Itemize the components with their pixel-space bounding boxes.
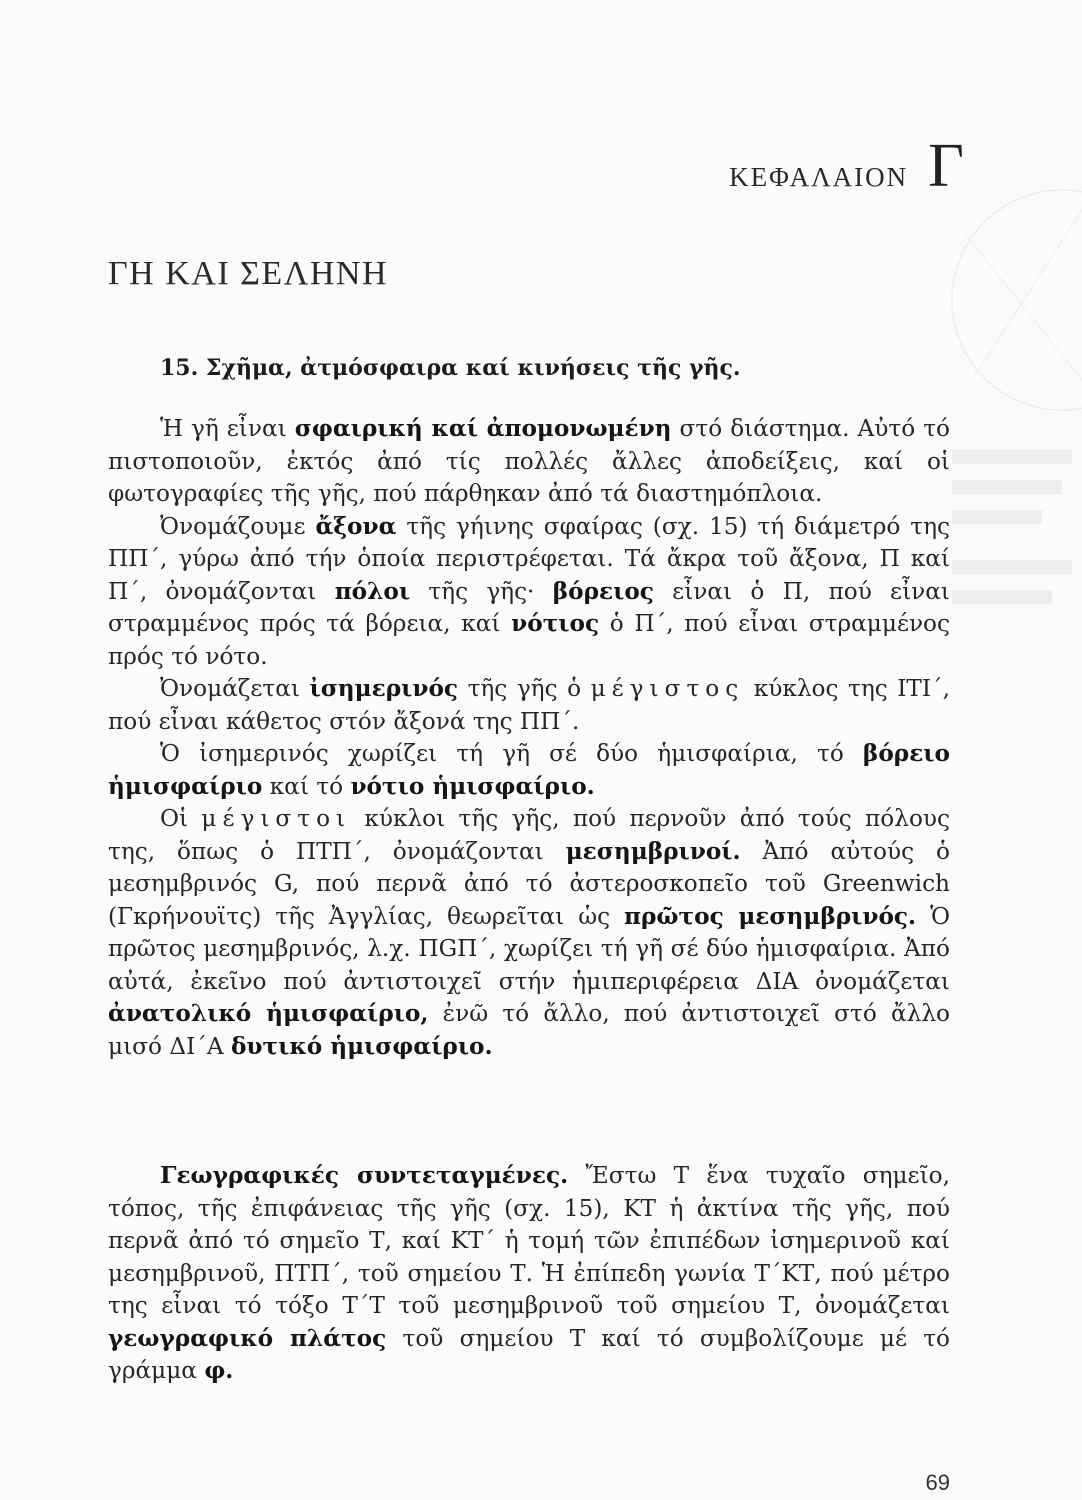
chapter-letter: Γ <box>928 132 964 200</box>
paragraph: Ὀνομάζουμε ἄξονα τῆς γήινης σφαίρας (σχ. 15) τή διάμετρό της ΠΠ΄, γύρω ἀπό τήν ὁποία περιστρέφεται. Τά ἄκρα τοῦ ἄξονα, Π καί Π΄, ὀνομάζονται πόλοι τῆς γῆς· βόρειος εἶναι ὁ Π, πού εἶναι στραμμένος πρός τά βόρεια, καί νότιος ὁ Π΄, πού εἶναι στραμμένος πρός τό νότο. <box>108 512 951 670</box>
chapter-header <box>729 132 964 200</box>
show-through-figure <box>942 150 1082 770</box>
paragraph: Ὁ ἰσημερινός χωρίζει τή γῆ σέ δύο ἡμισφαίρια, τό βόρειο ἡμισφαίριο καί τό νότιο ἡμισφαίριο. <box>108 740 950 800</box>
section-heading: 15. Σχῆμα, ἀτμόσφαιρα καί κινήσεις τῆς γῆς. <box>160 355 741 381</box>
chapter-title: ΓΗ ΚΑΙ ΣΕΛΗΝΗ <box>108 255 389 292</box>
paragraph: Οἱ μέγιστοι κύκλοι τῆς γῆς, πού περνοῦν ἀπό τούς πόλους της, ὅπως ὁ ΠΤΠ΄, ὀνομάζονται μεσημβρινοί. Ἀπό αὐτούς ὁ μεσημβρινός G, πού περνᾶ ἀπό τό ἀστεροσκοπεῖο τοῦ Greenwich (Γκρήνουϊτς) τῆς Ἀγγλίας, θεωρεῖται ὡς πρῶτος μεσημβρινός. Ὁ πρῶτος μεσημβρινός, λ.χ. ΠGΠ΄, χωρίζει τή γῆ σέ δύο ἡμισφαίρια. Ἀπό αὐτά, ἐκεῖνο πού ἀντιστοιχεῖ στήν ἡμιπεριφέρεια ΔΙΑ ὀνομάζεται ἀνατολικό ἡμισφαίριο, ἐνῶ τό ἄλλο, πού ἀντιστοιχεῖ στό ἄλλο μισό ΔΙ΄Α δυτικό ἡμισφαίριο. <box>108 805 951 1060</box>
paragraph: Ὀνομάζεται ἰσημερινός τῆς γῆς ὁ μέγιστος κύκλος της ΙΤΙ΄, πού εἶναι κάθετος στόν ἄξονά της ΠΠ΄. <box>108 675 950 735</box>
body-text <box>108 413 950 1063</box>
chapter-word: ΚΕΦΑΛΑΙΟΝ <box>729 162 909 192</box>
body-text-coordinates <box>108 1160 950 1388</box>
paragraph: Ἡ γῆ εἶναι σφαιρική καί ἀπομονωμένη στό διάστημα. Αὐτό τό πιστοποιοῦν, ἐκτός ἀπό τίς πολλές ἄλλες ἀποδείξεις, καί οἱ φωτογραφίες τῆς γῆς, πού πάρθηκαν ἀπό τά διαστημόπλοια. <box>108 415 950 507</box>
page-number: 69 <box>925 1470 950 1495</box>
paragraph: Γεωγραφικές συντεταγμένες. Ἔστω Τ ἕνα τυχαῖο σημεῖο, τόπος, τῆς ἐπιφάνειας τῆς γῆς (σχ. 15), ΚΤ ἡ ἀκτίνα τῆς γῆς, πού περνᾶ ἀπό τό σημεῖο Τ, καί ΚΤ΄ ἡ τομή τῶν ἐπιπέδων ἰσημερινοῦ καί μεσημβρινοῦ, ΠΤΠ΄, τοῦ σημείου Τ. Ἡ ἐπίπεδη γωνία Τ΄ΚΤ, πού μέτρο της εἶναι τό τόξο Τ΄Τ τοῦ μεσημβρινοῦ τοῦ σημείου Τ, ὀνομάζεται γεωγραφικό πλάτος τοῦ σημείου Τ καί τό συμβολίζουμε μέ τό γράμμα φ. <box>108 1162 950 1384</box>
